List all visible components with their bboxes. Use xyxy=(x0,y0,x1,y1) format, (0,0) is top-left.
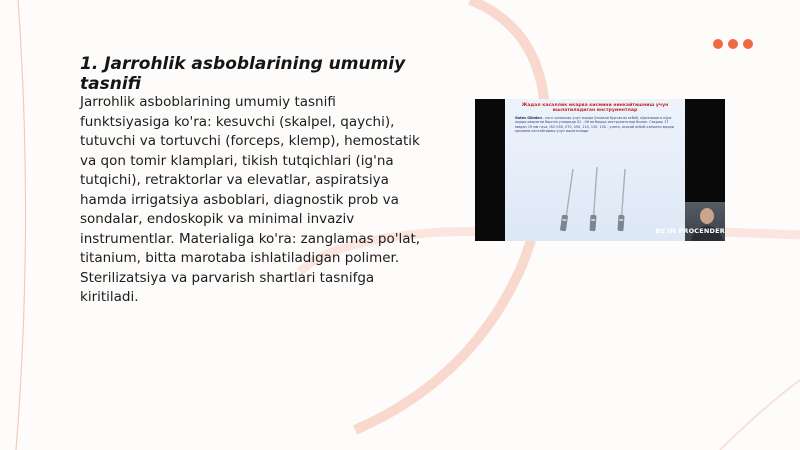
embedded-slide-image xyxy=(475,99,725,241)
embedded-slide-bullet-lead: Gates Glidden xyxy=(515,116,542,120)
instrument-3 xyxy=(617,169,625,231)
embedded-slide-content xyxy=(505,99,685,241)
slide-body-text: Jarrohlik asboblarining umumiy tasnifi funktsiyasiga ko'ra: kesuvchi (skalpel, qaychi), tutuvchi va tortuvchi (forceps, klemp), hemostatik va qon tomir klamplari, tikish tutqichlari (ig'na tutqichi), retraktorlar va elevatlar, aspiratsiya hamda irrigatsiya asboblari, diagnostik prob va sondalar, endoskopik va minimal invaziv instrumentlar. Materialiga ko'ra: zanglamas po'lat, titanium, bitta marotaba ishlatiladigan polimer. Sterilizatsiya va parvarish shartlari tasnifga kiritiladi. xyxy=(80,94,421,305)
webcam-thumbnail xyxy=(685,202,725,241)
webcam-watermark-label: BE IN PROCENDER xyxy=(655,227,725,235)
decorative-dots xyxy=(713,39,753,49)
embedded-slide-bullet-text: - кенг каналлар учун юқори ўлчовли бурчакли асбоб, кўринишига кўра юқори оворотли боргли учларида 01 - 06 ва бошқа инструментлар билан. Сакраш 17 ммдан 19 мм гача, ISO 050, 070, 090, 110, 130, 150 - улиги, асосий асбоб канални юқори қисмини кенгайтириш учун ишлатилади xyxy=(515,116,674,133)
embedded-slide-heading: Жадал касаллик икарва кисмини нинкайтишниш учун ишлатиладиган инструментлар xyxy=(521,103,669,114)
dot-3 xyxy=(743,39,753,49)
instrument-2 xyxy=(589,167,597,231)
embedded-slide-bullet xyxy=(515,116,675,133)
dental-instruments-illustration xyxy=(545,163,645,235)
slide-title: 1. Jarrohlik asboblarining umumiy tasnifi xyxy=(80,54,406,94)
instrument-1 xyxy=(560,169,573,231)
dot-2 xyxy=(728,39,738,49)
person-silhouette xyxy=(685,202,725,241)
dot-1 xyxy=(713,39,723,49)
